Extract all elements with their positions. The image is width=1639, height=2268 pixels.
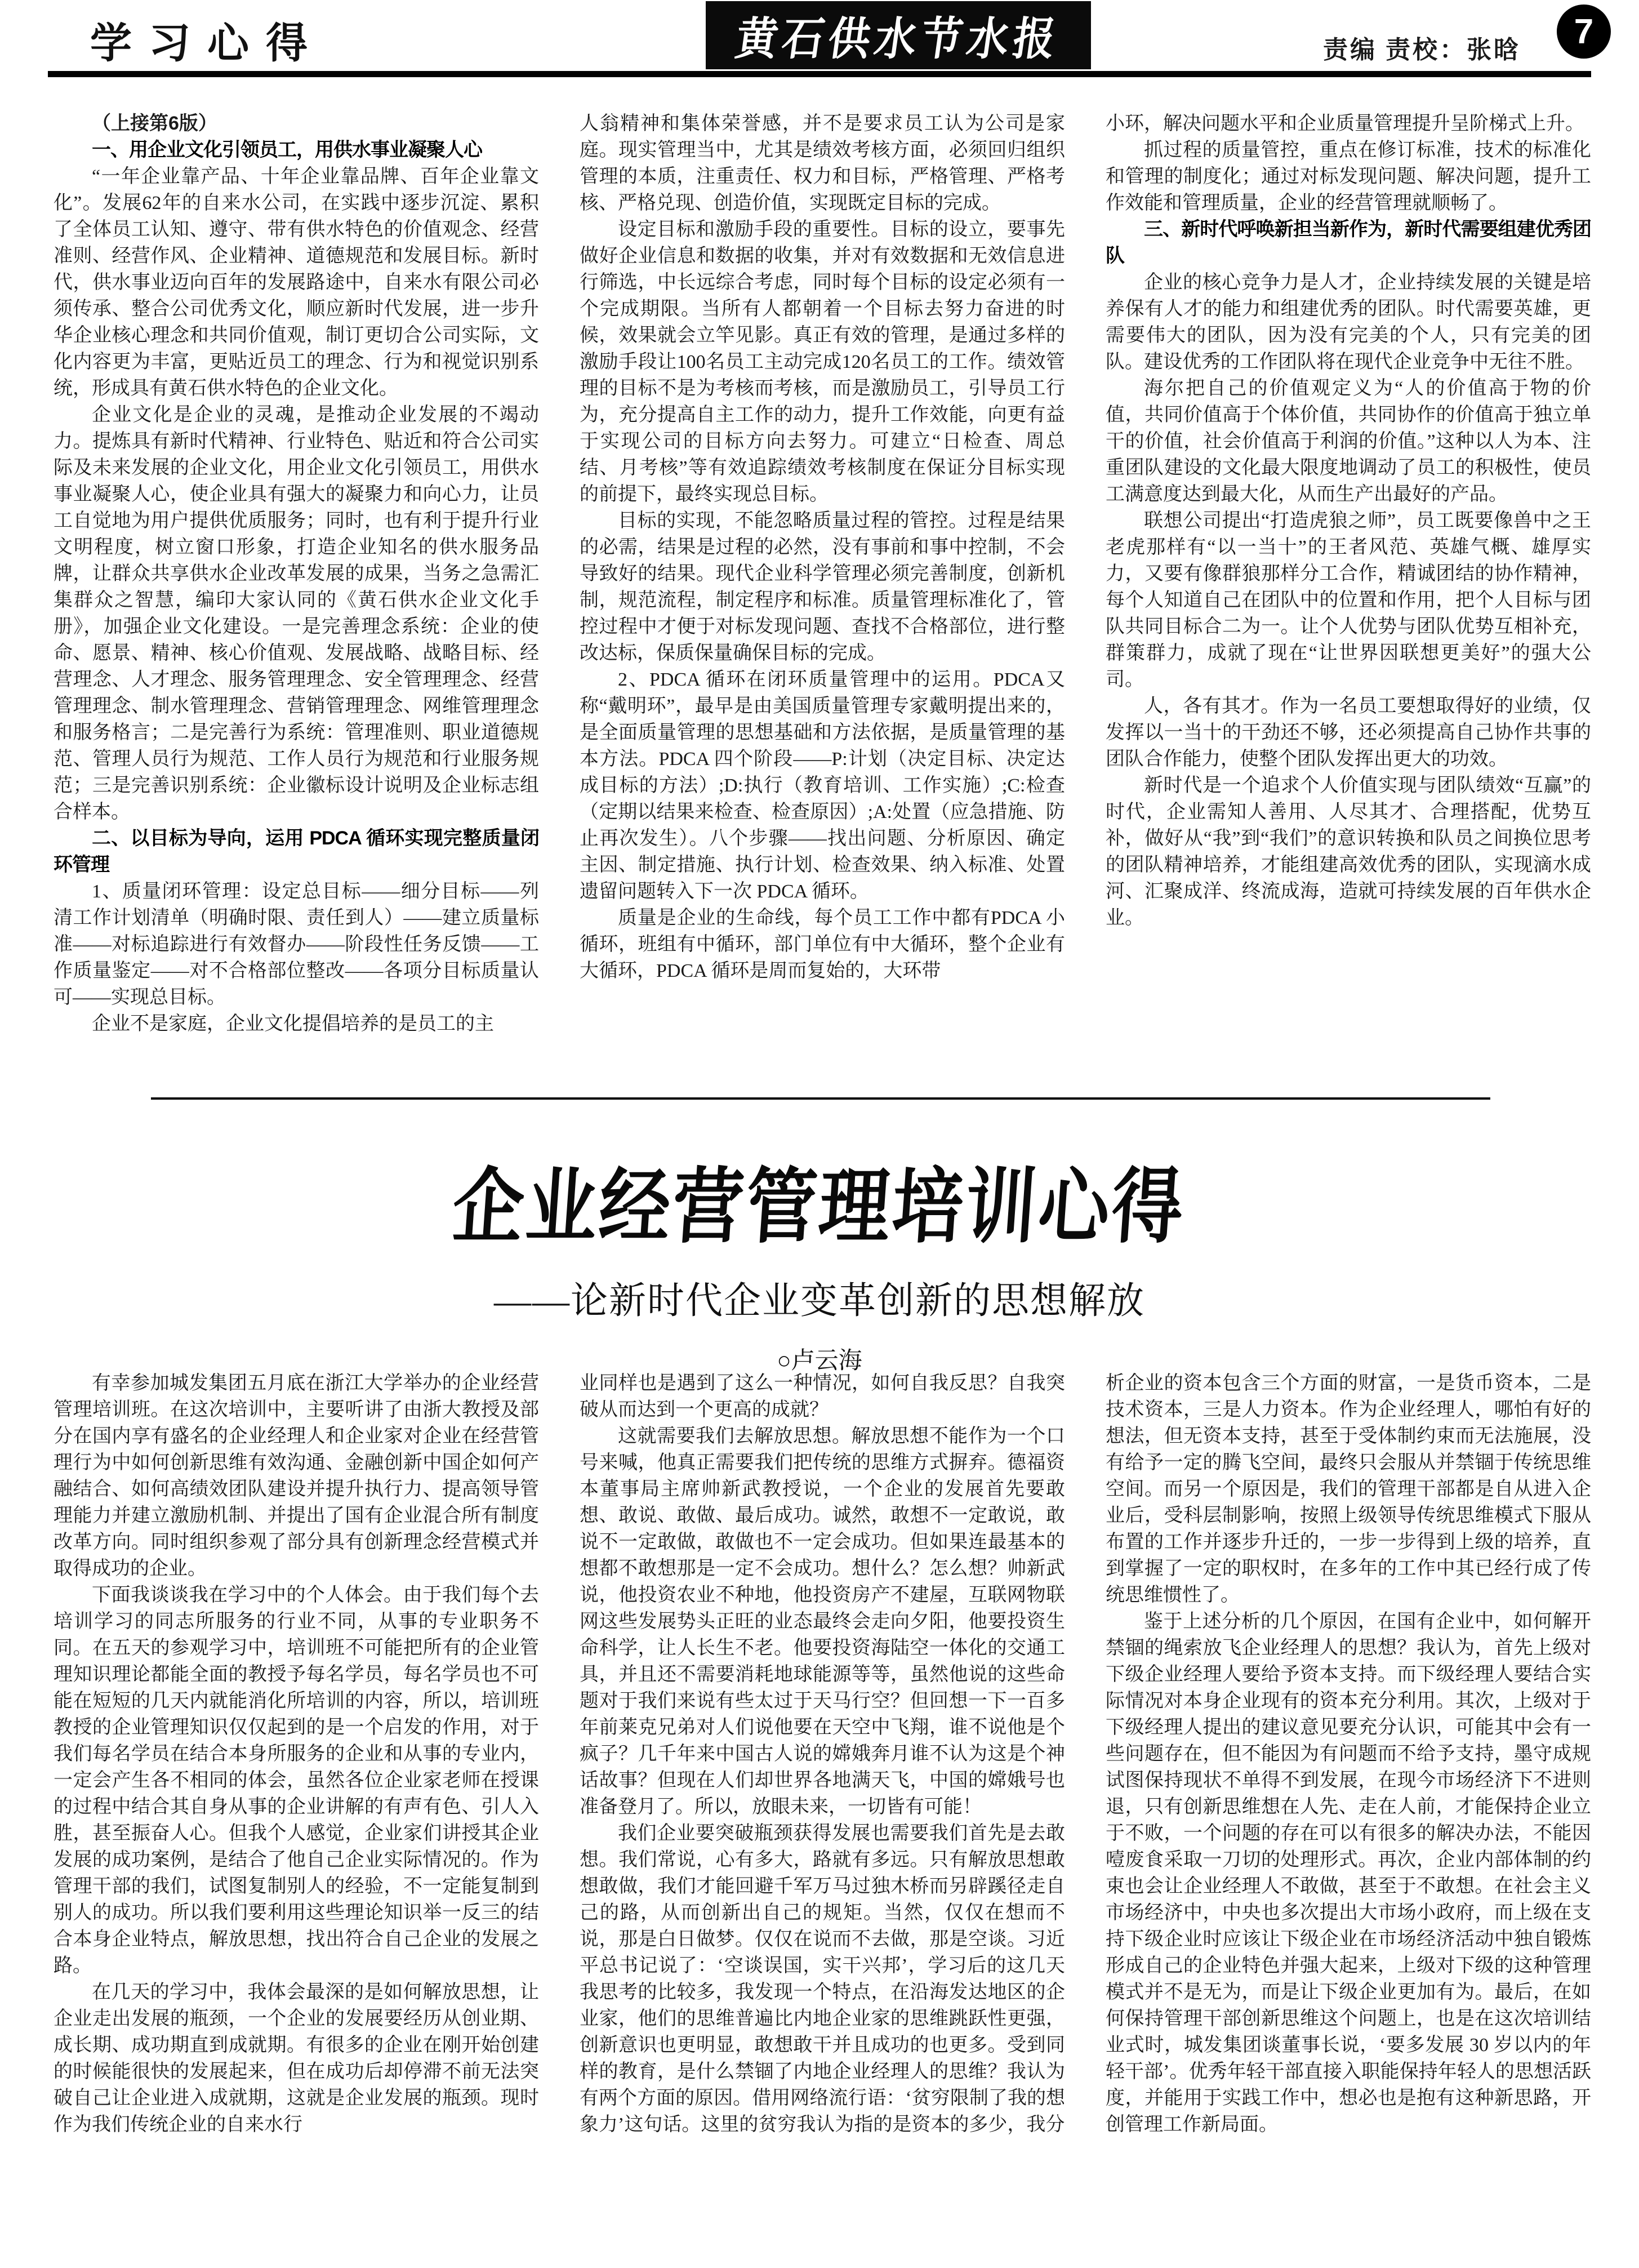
section-heading: 二、以目标为导向，运用 PDCA 循环实现完整质量闭环管理 (54, 828, 539, 875)
paragraph: 企业文化是企业的灵魂，是推动企业发展的不竭动力。提炼具有新时代精神、行业特色、贴近和符合公司实际及未来发展的企业文化，用企业文化引领员工，用供水事业凝聚人心，使企业具有强大的凝聚力和向心力，让员工自觉地为用户提供优质服务；同时，也有利于提升行业文明程度，树立窗口形象，打造企业知名的供水服务品牌，让群众共享供水企业改革发展的成果，当务之急需汇集群众之智慧，编印大家认同的《黄石供水企业文化手册》，加强企业文化建设。一是完善理念系统：企业的使命、愿景、精神、核心价值观、发展战略、战略目标、经营理念、人才理念、服务管理理念、安全管理理念、经营管理理念、制水管理理念、营销管理理念、网维管理理念和服务格言；二是完善行为系统：管理准则、职业道德规范、管理人员行为规范、工作人员行为规范和行业服务规范；三是完善识别系统：企业徽标设计说明及企业标志组合样本。 (54, 404, 539, 822)
paragraph: 鉴于上述分析的几个原因，在国有企业中，如何解开禁锢的绳索放飞企业经理人的思想？我认为，首先上级对下级企业经理人要给予资本支持。而下级经理人要结合实际情况对本身企业现有的资本充分利用。其次，上级对于下级经理人提出的建议意见要充分认识，可能其中会有一些问题存在，但不能因为有问题而不给予支持，墨守成规试图保持现状不单得不到发展，在现今市场经济下不进则退，只有创新思维想在人先、走在人前，才能保持企业立于不败，一个问题的存在可以有很多的解决办法，不能因噎废食采取一刀切的处理形式。再次，企业内部体制的约束也会让企业经理人不敢做，甚至于不敢想。在社会主义市场经济中，中央也多次提出大市场小政府，而上级在支持下级企业时应该让下级企业在市场经济活动中独自锻炼形成自己的企业特色并强大起来，上级对下级的这种管理模式并不是无为，而是让下级企业更加有为。最后，在如何保持管理干部创新思维这个问题上，也是在这次培训结业式时，城发集团谈董事长说，‘要多发展 30 岁以内的年轻干部’。优秀年轻干部直接入职能保持年轻人的思想活跃度，并能用于实践工作中，想必也是抱有这种新思路，开创管理工作新局面。 (1106, 1611, 1591, 2135)
paragraph: 人翁精神和集体荣誉感，并不是要求员工认为公司是家庭。现实管理当中，尤其是绩效考核方面，必须回归组织管理的本质，注重责任、权力和目标，严格管理、严格考核、严格兑现、创造价值，实现既定目标的完成。 (580, 113, 1065, 214)
top-article-column-2 (580, 110, 1065, 1077)
paragraph: 2、PDCA 循环在闭环质量管理中的运用。PDCA又称“戴明环”，最早是由美国质量管理专家戴明提出来的，是全面质量管理的思想基础和方法依据，是质量管理的基本方法。PDCA 四个阶段——P:计划（决定目标、决定达成目标的方法）;D:执行（教育培训、工作实施）;C:检查（定期以结果来检查、检查原因）;A:处置（应急措施、防止再次发生）。八个步骤——找出问题、分析原因、确定主因、制定措施、执行计划、检查效果、纳入标准、处置遗留问题转入下一次 PDCA 循环。 (580, 669, 1065, 902)
paragraph: 下面我谈谈我在学习中的个人体会。由于我们每个去培训学习的同志所服务的行业不同，从事的专业职务不同。在五天的参观学习中，培训班不可能把所有的企业管理知识理论都能全面的教授予每名学员，每名学员也不可能在短短的几天内就能消化所培训的内容，所以，培训班教授的企业管理知识仅仅起到的是一个启发的作用，对于我们每名学员在结合本身所服务的企业和从事的专业内，一定会产生各不相同的体会，虽然各位企业家老师在授课的过程中结合其自身从事的企业讲解的有声有色、引人入胜，甚至振奋人心。但我个人感觉，企业家们讲授其企业发展的成功案例，是结合了他自己企业实际情况的。作为管理干部的我们，试图复制别人的经验，不一定能复制到别人的成功。所以我们要利用这些理论知识举一反三的结合本身企业特点，解放思想，找出符合自己企业的发展之路。 (54, 1585, 539, 1976)
section-divider (151, 1097, 1490, 1100)
section-heading: 三、新时代呼唤新担当新作为，新时代需要组建优秀团队 (1106, 219, 1591, 266)
paragraph: 人，各有其才。作为一名员工要想取得好的业绩，仅发挥以一当十的干劲还不够，还必须提高自己协作共事的团队合作能力，使整个团队发挥出更大的功效。 (1106, 696, 1591, 770)
paragraph: 质量是企业的生命线，每个员工工作中都有PDCA 小循环，班组有中循环，部门单位有中大循环，整个企业有大循环，PDCA 循环是周而复始的，大环带 (580, 908, 1065, 981)
feature-title: 企业经营管理培训心得 (449, 1163, 1188, 1253)
paragraph: 有幸参加城发集团五月底在浙江大学举办的企业经营管理培训班。在这次培训中，主要听讲了由浙大教授及部分在国内享有盛名的企业经理人和企业家对企业在经营管理行为中如何创新思维有效沟通、金融创新中国企如何产融结合、如何高绩效团队建设并提升执行力、提高领导管理能力并建立激励机制、并提出了国有企业混合所有制度改革方向。同时组织参观了部分具有创新理念经营模式并取得成功的企业。 (54, 1373, 539, 1579)
masthead-box (706, 1, 1091, 69)
paragraph: 新时代是一个追求个人价值实现与团队绩效“互赢”的时代，企业需知人善用、人尽其才、合理搭配，优势互补，做好从“我”到“我们”的意识转换和队员之间换位思考的团队精神培养，才能组建高效优秀的团队，实现滴水成河、汇聚成洋、终流成海，造就可持续发展的百年供水企业。 (1106, 775, 1591, 928)
feature-column-1 (54, 1370, 539, 2268)
section-heading: 一、用企业文化引领员工，用供水事业凝聚人心 (92, 139, 482, 161)
top-article-column-1 (54, 110, 539, 1077)
paragraph: 小环，解决问题水平和企业质量管理提升呈阶梯式上升。 (1106, 113, 1584, 134)
paragraph: 在几天的学习中，我体会最深的是如何解放思想，让企业走出发展的瓶颈，一个企业的发展要经历从创业期、成长期、成功期直到成就期。有很多的企业在刚开始创建的时候能很快的发展起来，但在成功后却停滞不前无法突破自己让企业进入成就期，这就是企业发展的瓶颈。现时作为我们传统企业的自来水行 (54, 1982, 539, 2135)
editor-credit: 责编 责校：张晗 (1323, 36, 1521, 64)
feature-body (54, 1370, 1591, 2268)
paragraph: 海尔把自己的价值观定义为“人的价值高于物的价值，共同价值高于个体价值，共同协作的价值高于独立单干的价值，社会价值高于利润的价值。”这种以人为本、注重团队建设的文化最大限度地调动了员工的积极性，使员工满意度达到最大化，从而生产出最好的产品。 (1106, 378, 1591, 505)
section-label: 学习心得 (90, 21, 324, 67)
paragraph: 企业的核心竞争力是人才，企业持续发展的关键是培养保有人才的能力和组建优秀的团队。时代需要英雄，更需要伟大的团队，因为没有完美的个人，只有完美的团队。建设优秀的工作团队将在现代企业竞争中无往不胜。 (1106, 272, 1591, 372)
header-rule (48, 71, 1591, 77)
paragraph: 我们企业要突破瓶颈获得发展也需要我们首先是去敢想。我们常说，心有多大，路就有多远。只有解放思想敢想敢做，我们才能回避千军万马过独木桥而另辟蹊径走自己的路，从而创新出自己的规矩。当然，仅仅在想而不说，那是白日做梦。仅仅在说而不去做，那是空谈。习近平总书记说了：‘空谈误国，实干兴邦’，学习后的这几天我思考的比较多，我发现一个特点，在沿海发达地区的企业家，他们的思维普遍比内地企业家的思维跳跃性更强，创新意识也更明显，敢想敢干并且成功的也更多。受到同样的教育，是什么禁锢了内地企业经理人的思维？我认为有两个方面的原因。借用网络流行语：‘贫穷限制了我的想象力’这句话。这里的贫穷我认为指的是资本的多少，我分 (580, 1823, 1065, 2135)
feature-subtitle: ——论新时代企业变革创新的思想解放 (494, 1280, 1145, 1322)
feature-header (0, 1149, 1639, 1376)
paragraph: 抓过程的质量管控，重点在修订标准，技术的标准化和管理的制度化；通过对标发现问题、解决问题，提升工作效能和管理质量，企业的经营管理就顺畅了。 (1106, 140, 1591, 214)
feature-column-2 (580, 1370, 1065, 2268)
author-byline: ○卢云海 (777, 1348, 862, 1374)
paragraph: 这就需要我们去解放思想。解放思想不能作为一个口号来喊，他真正需要我们把传统的思维方式摒弃。德福资本董事局主席帅新武教授说，一个企业的发展首先要敢想、敢说、敢做、最后成功。诚然，敢想不一定敢说，敢说不一定敢做，敢做也不一定会成功。但如果连最基本的想都不敢想那是一定不会成功。想什么？怎么想？帅新武说，他投资农业不种地，他投资房产不建屋，互联网物联网这些发展势头正旺的业态最终会走向夕阳，他要投资生命科学，让人长生不老。他要投资海陆空一体化的交通工具，并且还不需要消耗地球能源等等，虽然他说的这些命题对于我们来说有些太过于天马行空？但回想一下一百多年前莱克兄弟对人们说他要在天空中飞翔，谁不说他是个疯子？几千年来中国古人说的嫦娥奔月谁不认为这是个神话故事？但现在人们却世界各地满天飞，中国的嫦娥号也准备登月了。所以，放眼未来，一切皆有可能！ (580, 1426, 1065, 1817)
paragraph: “一年企业靠产品、十年企业靠品牌、百年企业靠文化”。发展62年的自来水公司，在实践中逐步沉淀、累积了全体员工认知、遵守、带有供水特色的价值观念、经营准则、经营作风、企业精神、道德规范和发展目标。新时代，供水事业迈向百年的发展路途中，自来水有限公司必须传承、整合公司优秀文化，顺应新时代发展，进一步升华企业核心理念和共同价值观，制订更切合公司实际，文化内容更为丰富，更贴近员工的理念、行为和视觉识别系统，形成具有黄石供水特色的企业文化。 (54, 166, 539, 399)
paragraph: 联想公司提出“打造虎狼之师”，员工既要像兽中之王老虎那样有“以一当十”的王者风范、英雄气概、雄厚实力，又要有像群狼那样分工合作，精诚团结的协作精神，每个人知道自己在团队中的位置和作用，把个人目标与团队共同目标合二为一。让个人优势与团队优势互相补充，群策群力，成就了现在“让世界因联想更美好”的强大公司。 (1106, 510, 1591, 690)
top-article (54, 110, 1591, 1077)
paragraph: 析企业的资本包含三个方面的财富，一是货币资本，二是技术资本，三是人力资本。作为企业经理人，哪怕有好的想法，但无资本支持，甚至于受体制约束而无法施展，没有给予一定的腾飞空间，最终只会服从并禁锢于传统思维空间。而另一个原因是，我们的管理干部都是自从进入企业后，受科层制影响，按照上级领导传统思维模式下服从布置的工作并逐步升迁的，一步一步得到上级的培养，直到掌握了一定的职权时，在多年的工作中其已经行成了传统思维惯性了。 (1106, 1373, 1591, 1606)
top-article-column-3 (1106, 110, 1591, 1077)
paragraph: （上接第6版） (92, 113, 217, 134)
paragraph: 1、质量闭环管理：设定总目标——细分目标——列清工作计划清单（明确时限、责任到人）——建立质量标准——对标追踪进行有效督办——阶段性任务反馈——工作质量鉴定——对不合格部位整改——各项分目标质量认可——实现总目标。 (54, 881, 539, 1008)
paragraph: 企业不是家庭，企业文化提倡培养的是员工的主 (92, 1013, 494, 1034)
paragraph: 设定目标和激励手段的重要性。目标的设立，要事先做好企业信息和数据的收集，并对有效数据和无效信息进行筛选，中长远综合考虑，同时每个目标的设定必须有一个完成期限。当所有人都朝着一个目标去努力奋进的时候，效果就会立竿见影。真正有效的管理，是通过多样的激励手段让100名员工主动完成120名员工的工作。绩效管理的目标不是为考核而考核，而是激励员工，引导员工行为，充分提高自主工作的动力，提升工作效能，向更有益于实现公司的目标方向去努力。可建立“日检查、周总结、月考核”等有效追踪绩效考核制度在保证分目标实现的前提下，最终实现总目标。 (580, 219, 1065, 505)
feature-column-3 (1106, 1370, 1591, 2268)
masthead-title: 黄石供水节水报 (732, 14, 1063, 65)
paragraph: 业同样也是遇到了这么一种情况，如何自我反思？自我突破从而达到一个更高的成就？ (580, 1373, 1065, 1420)
page-number-badge: 7 (1557, 5, 1611, 59)
paragraph: 目标的实现，不能忽略质量过程的管控。过程是结果的必需，结果是过程的必然，没有事前和事中控制，不会导致好的结果。现代企业科学管理必须完善制度，创新机制，规范流程，制定程序和标准。质量管理标准化了，管控过程中才便于对标发现问题、查找不合格部位，进行整改达标，保质保量确保目标的完成。 (580, 510, 1065, 664)
